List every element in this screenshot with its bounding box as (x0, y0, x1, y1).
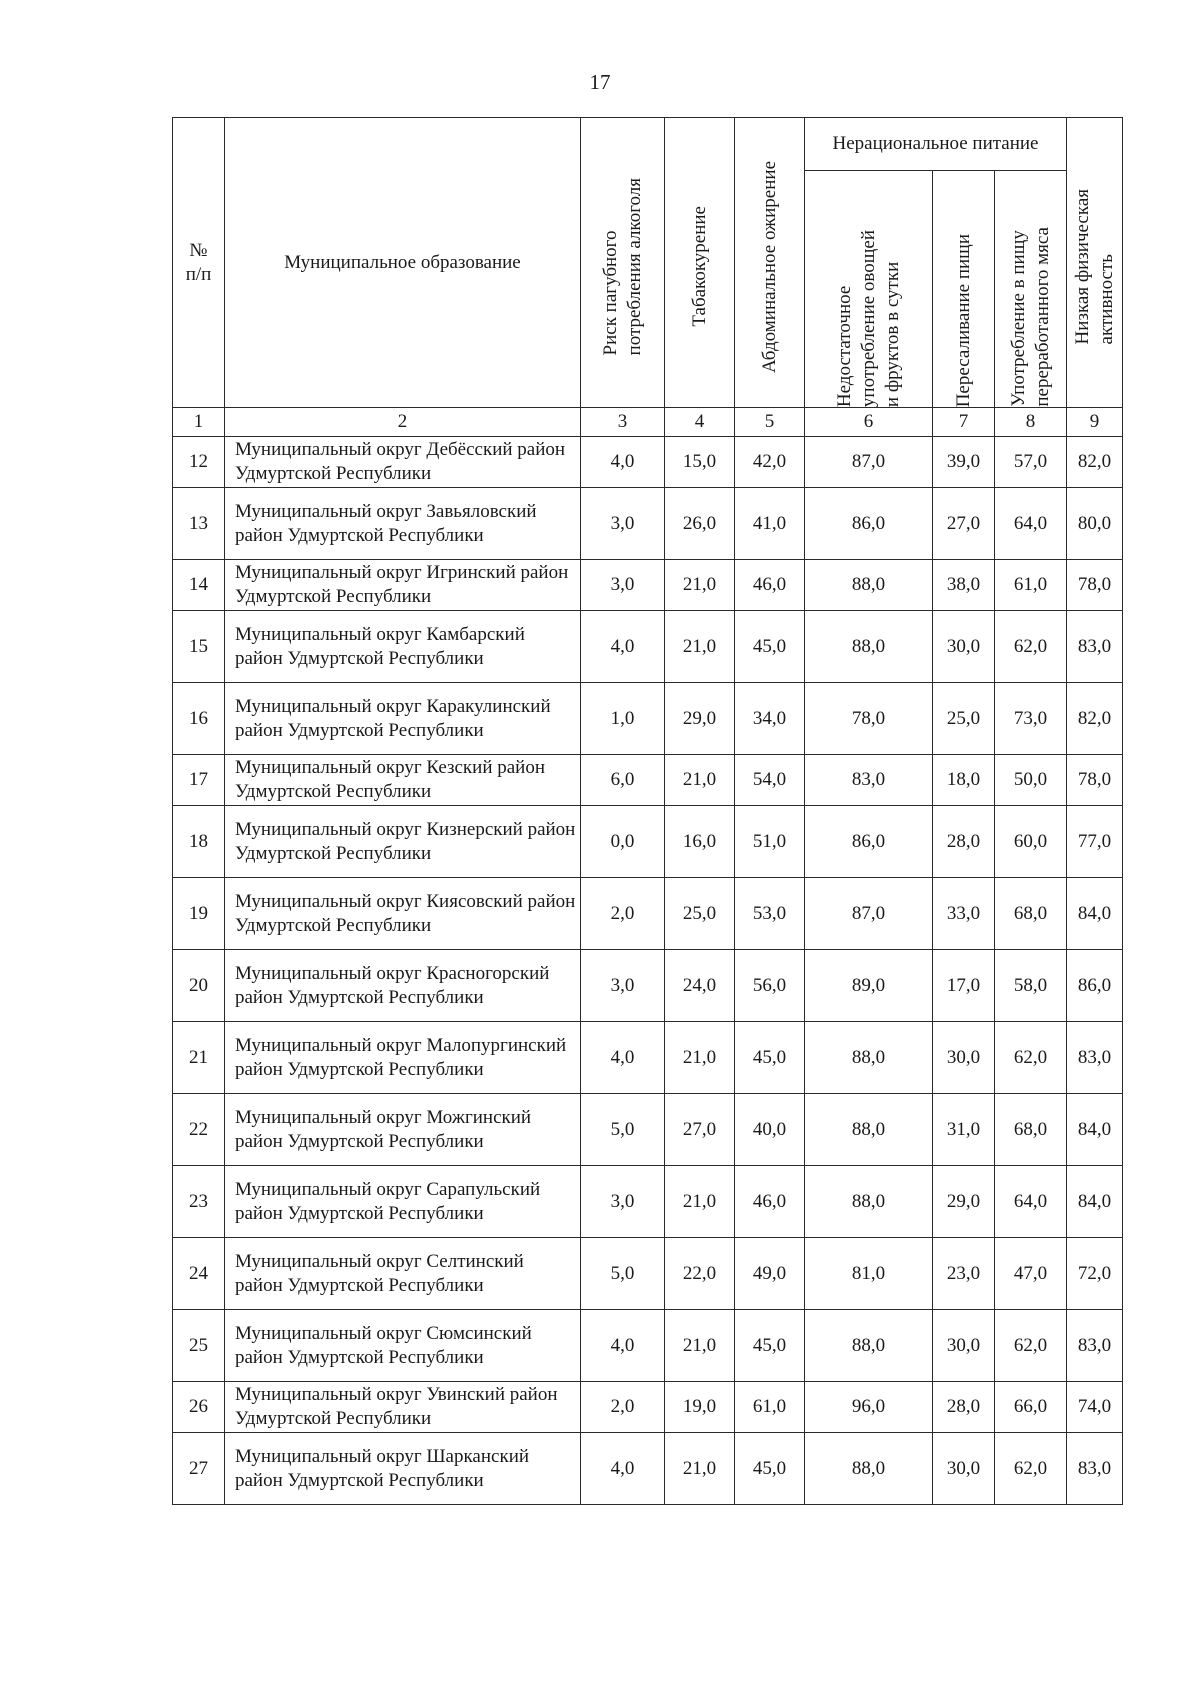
header-meat (995, 171, 1067, 408)
table-row (173, 1094, 1123, 1166)
value-cell-c5: 45,0 (735, 1022, 805, 1094)
header-veg (805, 171, 933, 408)
table-row (173, 1310, 1123, 1382)
value-cell-c4: 26,0 (665, 488, 735, 560)
value-cell-c7: 18,0 (933, 755, 995, 806)
row-number: 14 (173, 560, 225, 611)
value-cell-c3: 2,0 (581, 1382, 665, 1433)
value-cell-c9: 86,0 (1067, 950, 1123, 1022)
row-number: 23 (173, 1166, 225, 1238)
value-cell-c6: 87,0 (805, 878, 933, 950)
column-index: 3 (581, 408, 665, 437)
value-cell-c4: 25,0 (665, 878, 735, 950)
value-cell-c8: 62,0 (995, 1433, 1067, 1505)
value-cell-c6: 96,0 (805, 1382, 933, 1433)
value-cell-c5: 41,0 (735, 488, 805, 560)
value-cell-c6: 88,0 (805, 1166, 933, 1238)
table-row (173, 683, 1123, 755)
value-cell-c8: 57,0 (995, 437, 1067, 488)
value-cell-c3: 4,0 (581, 1022, 665, 1094)
table-row (173, 560, 1123, 611)
value-cell-c5: 56,0 (735, 950, 805, 1022)
table-row (173, 611, 1123, 683)
municipality-name: Муниципальный округ Малопургинский район Удмуртской Республики (225, 1022, 581, 1094)
municipality-name: Муниципальный округ Сюмсинский район Удмуртской Республики (225, 1310, 581, 1382)
header-meat-label: Употребление в пищу переработанного мяса (1007, 227, 1053, 407)
value-cell-c8: 62,0 (995, 1310, 1067, 1382)
value-cell-c8: 73,0 (995, 683, 1067, 755)
row-number: 16 (173, 683, 225, 755)
value-cell-c7: 30,0 (933, 1433, 995, 1505)
value-cell-c4: 24,0 (665, 950, 735, 1022)
value-cell-c6: 88,0 (805, 1433, 933, 1505)
value-cell-c8: 47,0 (995, 1238, 1067, 1310)
header-activity (1067, 118, 1123, 408)
value-cell-c4: 21,0 (665, 1166, 735, 1238)
table-row (173, 950, 1123, 1022)
value-cell-c4: 15,0 (665, 437, 735, 488)
value-cell-c7: 39,0 (933, 437, 995, 488)
header-obesity (735, 118, 805, 408)
value-cell-c7: 28,0 (933, 1382, 995, 1433)
value-cell-c4: 21,0 (665, 755, 735, 806)
value-cell-c4: 21,0 (665, 611, 735, 683)
table-row (173, 1238, 1123, 1310)
row-number: 17 (173, 755, 225, 806)
column-index: 8 (995, 408, 1067, 437)
municipality-name: Муниципальный округ Кизнерский район Удмуртской Республики (225, 806, 581, 878)
value-cell-c6: 81,0 (805, 1238, 933, 1310)
value-cell-c7: 23,0 (933, 1238, 995, 1310)
row-number: 22 (173, 1094, 225, 1166)
value-cell-c5: 51,0 (735, 806, 805, 878)
header-municipality: Муниципальное образование (225, 118, 581, 408)
value-cell-c6: 87,0 (805, 437, 933, 488)
municipality-name: Муниципальный округ Камбарский район Удмуртской Республики (225, 611, 581, 683)
column-index: 9 (1067, 408, 1123, 437)
value-cell-c6: 86,0 (805, 806, 933, 878)
value-cell-c8: 68,0 (995, 1094, 1067, 1166)
value-cell-c4: 27,0 (665, 1094, 735, 1166)
header-obesity-label: Абдоминальное ожирение (758, 160, 780, 373)
column-index-row (173, 408, 1123, 437)
value-cell-c3: 3,0 (581, 950, 665, 1022)
row-number: 25 (173, 1310, 225, 1382)
header-salt (933, 171, 995, 408)
municipality-name: Муниципальный округ Увинский район Удмуртской Республики (225, 1382, 581, 1433)
value-cell-c6: 89,0 (805, 950, 933, 1022)
value-cell-c5: 34,0 (735, 683, 805, 755)
value-cell-c9: 80,0 (1067, 488, 1123, 560)
value-cell-c5: 53,0 (735, 878, 805, 950)
value-cell-c4: 29,0 (665, 683, 735, 755)
table-row (173, 437, 1123, 488)
value-cell-c3: 4,0 (581, 437, 665, 488)
row-number: 21 (173, 1022, 225, 1094)
table-row (173, 878, 1123, 950)
value-cell-c9: 83,0 (1067, 1022, 1123, 1094)
page-number: 17 (589, 70, 611, 94)
row-number: 27 (173, 1433, 225, 1505)
value-cell-c9: 83,0 (1067, 1310, 1123, 1382)
value-cell-c6: 83,0 (805, 755, 933, 806)
value-cell-c9: 78,0 (1067, 755, 1123, 806)
value-cell-c6: 86,0 (805, 488, 933, 560)
municipality-name: Муниципальный округ Дебёсский район Удмуртской Республики (225, 437, 581, 488)
value-cell-c3: 2,0 (581, 878, 665, 950)
municipality-name: Муниципальный округ Завьяловский район Удмуртской Республики (225, 488, 581, 560)
value-cell-c8: 61,0 (995, 560, 1067, 611)
value-cell-c8: 64,0 (995, 1166, 1067, 1238)
column-index: 2 (225, 408, 581, 437)
risk-factors-table (172, 117, 1123, 1505)
table-row (173, 806, 1123, 878)
value-cell-c6: 88,0 (805, 611, 933, 683)
value-cell-c9: 83,0 (1067, 611, 1123, 683)
value-cell-c7: 33,0 (933, 878, 995, 950)
row-number: 26 (173, 1382, 225, 1433)
value-cell-c7: 30,0 (933, 1310, 995, 1382)
value-cell-c3: 4,0 (581, 1433, 665, 1505)
value-cell-c7: 29,0 (933, 1166, 995, 1238)
value-cell-c6: 88,0 (805, 1022, 933, 1094)
column-index: 7 (933, 408, 995, 437)
value-cell-c7: 31,0 (933, 1094, 995, 1166)
table-row (173, 1433, 1123, 1505)
column-index: 6 (805, 408, 933, 437)
value-cell-c9: 82,0 (1067, 437, 1123, 488)
value-cell-c8: 62,0 (995, 611, 1067, 683)
value-cell-c3: 3,0 (581, 488, 665, 560)
value-cell-c9: 72,0 (1067, 1238, 1123, 1310)
value-cell-c5: 46,0 (735, 1166, 805, 1238)
row-number: 19 (173, 878, 225, 950)
value-cell-c3: 4,0 (581, 611, 665, 683)
value-cell-c7: 27,0 (933, 488, 995, 560)
value-cell-c3: 0,0 (581, 806, 665, 878)
value-cell-c3: 5,0 (581, 1094, 665, 1166)
value-cell-c9: 84,0 (1067, 878, 1123, 950)
municipality-name: Муниципальный округ Селтинский район Удмуртской Республики (225, 1238, 581, 1310)
value-cell-c9: 84,0 (1067, 1094, 1123, 1166)
value-cell-c4: 22,0 (665, 1238, 735, 1310)
row-number: 18 (173, 806, 225, 878)
value-cell-c4: 21,0 (665, 560, 735, 611)
value-cell-c5: 45,0 (735, 611, 805, 683)
value-cell-c3: 5,0 (581, 1238, 665, 1310)
header-alcohol (581, 118, 665, 408)
table-row (173, 488, 1123, 560)
value-cell-c5: 49,0 (735, 1238, 805, 1310)
row-number: 15 (173, 611, 225, 683)
municipality-name: Муниципальный округ Сарапульский район Удмуртской Республики (225, 1166, 581, 1238)
value-cell-c8: 64,0 (995, 488, 1067, 560)
municipality-name: Муниципальный округ Кезский район Удмуртской Республики (225, 755, 581, 806)
value-cell-c9: 84,0 (1067, 1166, 1123, 1238)
column-index: 4 (665, 408, 735, 437)
value-cell-c4: 16,0 (665, 806, 735, 878)
value-cell-c9: 83,0 (1067, 1433, 1123, 1505)
row-number: 20 (173, 950, 225, 1022)
header-salt-label: Пересаливание пищи (952, 233, 974, 407)
value-cell-c8: 66,0 (995, 1382, 1067, 1433)
value-cell-c5: 42,0 (735, 437, 805, 488)
header-num-label: № п/п (185, 239, 212, 285)
municipality-name: Муниципальный округ Красногорский район Удмуртской Республики (225, 950, 581, 1022)
value-cell-c4: 21,0 (665, 1433, 735, 1505)
value-cell-c3: 3,0 (581, 560, 665, 611)
header-activity-label: Низкая физическая активность (1071, 188, 1117, 345)
value-cell-c7: 28,0 (933, 806, 995, 878)
column-index: 1 (173, 408, 225, 437)
municipality-name: Муниципальный округ Можгинский район Удмуртской Республики (225, 1094, 581, 1166)
value-cell-c7: 30,0 (933, 1022, 995, 1094)
value-cell-c5: 45,0 (735, 1433, 805, 1505)
row-number: 12 (173, 437, 225, 488)
value-cell-c3: 1,0 (581, 683, 665, 755)
value-cell-c7: 17,0 (933, 950, 995, 1022)
value-cell-c4: 21,0 (665, 1022, 735, 1094)
value-cell-c3: 6,0 (581, 755, 665, 806)
value-cell-c3: 3,0 (581, 1166, 665, 1238)
value-cell-c5: 45,0 (735, 1310, 805, 1382)
value-cell-c8: 62,0 (995, 1022, 1067, 1094)
value-cell-c5: 40,0 (735, 1094, 805, 1166)
header-alcohol-label: Риск пагубного потребления алкоголя (599, 177, 645, 356)
value-cell-c4: 21,0 (665, 1310, 735, 1382)
table-row (173, 1382, 1123, 1433)
value-cell-c9: 82,0 (1067, 683, 1123, 755)
municipality-name: Муниципальный округ Игринский район Удмуртской Республики (225, 560, 581, 611)
value-cell-c3: 4,0 (581, 1310, 665, 1382)
value-cell-c8: 58,0 (995, 950, 1067, 1022)
value-cell-c5: 54,0 (735, 755, 805, 806)
municipality-name: Муниципальный округ Киясовский район Удмуртской Республики (225, 878, 581, 950)
value-cell-c9: 74,0 (1067, 1382, 1123, 1433)
value-cell-c6: 78,0 (805, 683, 933, 755)
value-cell-c5: 46,0 (735, 560, 805, 611)
row-number: 24 (173, 1238, 225, 1310)
value-cell-c7: 30,0 (933, 611, 995, 683)
value-cell-c8: 68,0 (995, 878, 1067, 950)
value-cell-c4: 19,0 (665, 1382, 735, 1433)
table-row (173, 1166, 1123, 1238)
column-index: 5 (735, 408, 805, 437)
value-cell-c7: 38,0 (933, 560, 995, 611)
row-number: 13 (173, 488, 225, 560)
header-tobacco-label: Табакокурение (688, 206, 710, 327)
value-cell-c6: 88,0 (805, 1094, 933, 1166)
municipality-name: Муниципальный округ Каракулинский район Удмуртской Республики (225, 683, 581, 755)
value-cell-c5: 61,0 (735, 1382, 805, 1433)
value-cell-c9: 78,0 (1067, 560, 1123, 611)
header-irrational-group: Нерациональное питание (805, 118, 1067, 171)
value-cell-c6: 88,0 (805, 560, 933, 611)
header-num (173, 118, 225, 408)
table-row (173, 755, 1123, 806)
value-cell-c8: 50,0 (995, 755, 1067, 806)
municipality-name: Муниципальный округ Шарканский район Удмуртской Республики (225, 1433, 581, 1505)
value-cell-c9: 77,0 (1067, 806, 1123, 878)
header-veg-label: Недостаточное употребление овощей и фруктов в сутки (833, 229, 903, 407)
value-cell-c6: 88,0 (805, 1310, 933, 1382)
header-tobacco (665, 118, 735, 408)
value-cell-c8: 60,0 (995, 806, 1067, 878)
table-row (173, 1022, 1123, 1094)
value-cell-c7: 25,0 (933, 683, 995, 755)
